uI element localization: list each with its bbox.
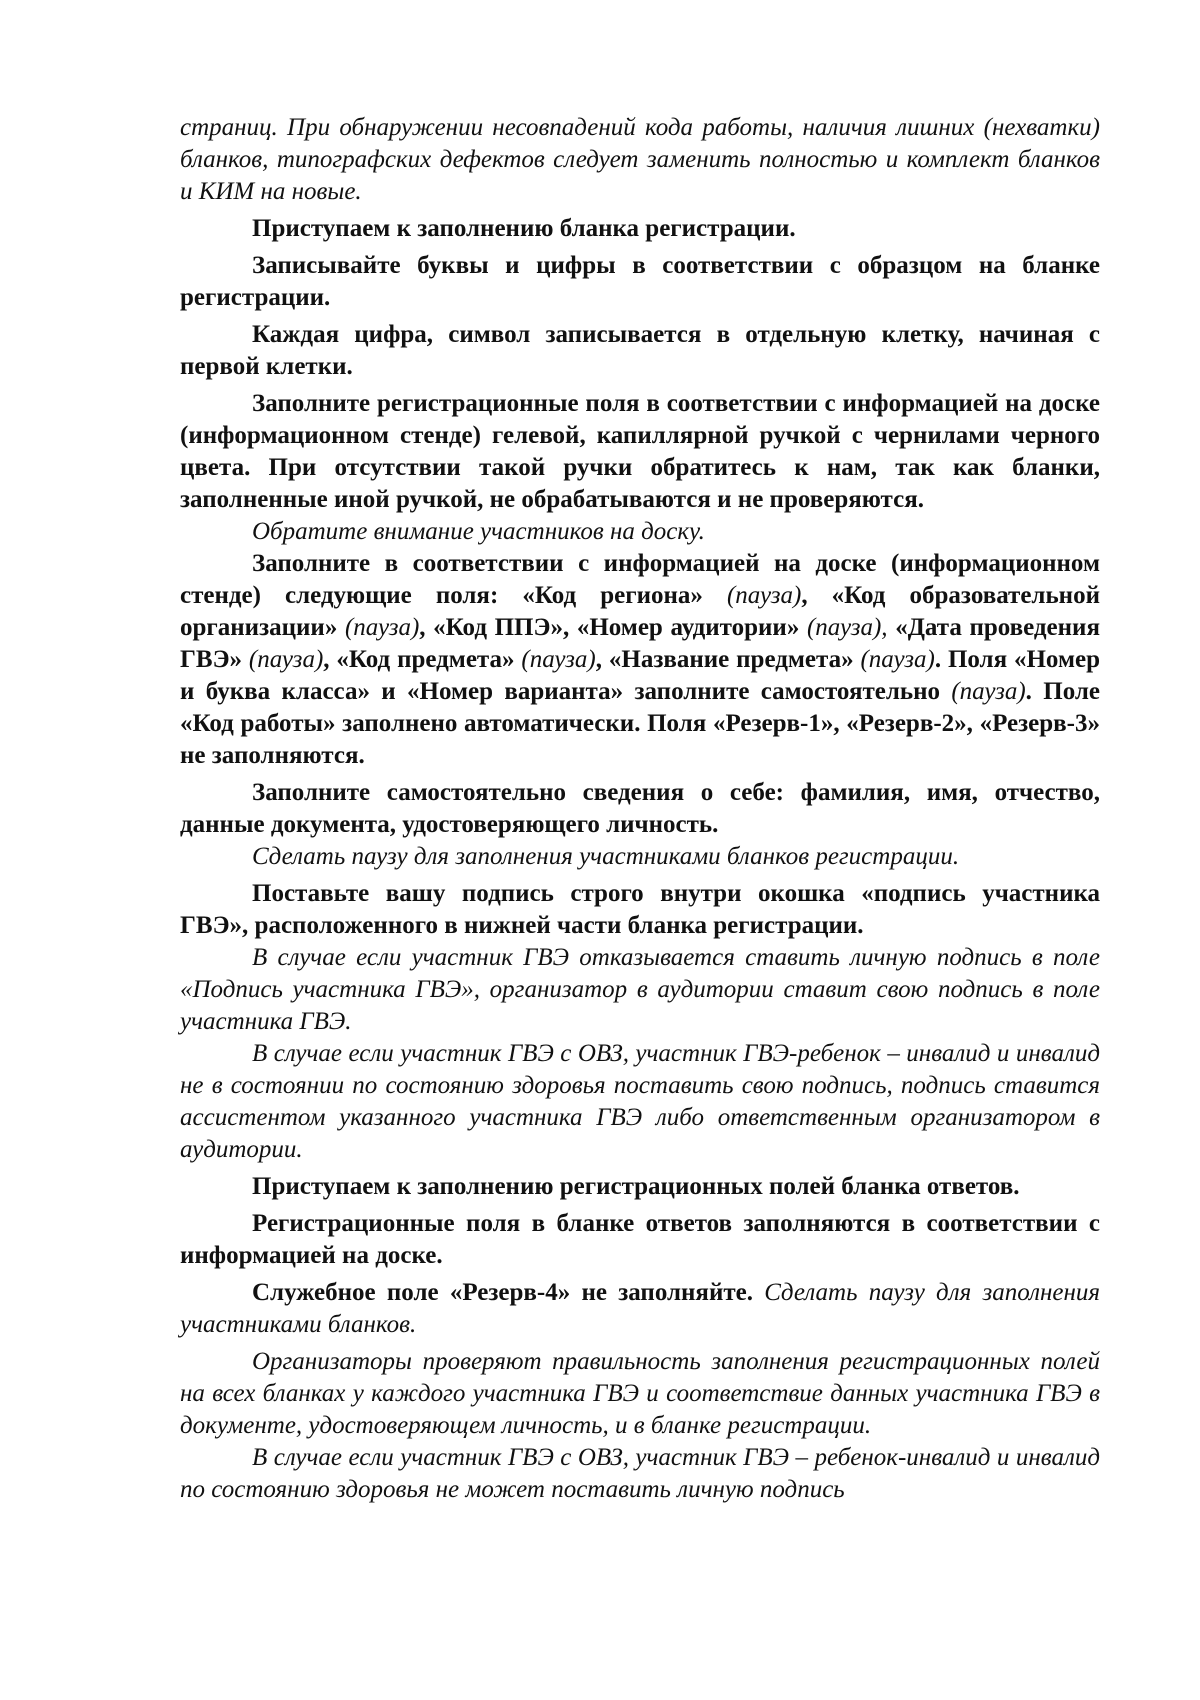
text-segment: Поставьте вашу подпись строго внутри окошка «подпись участника ГВЭ», расположенного в нижней части бланка регистрации.: [180, 880, 1100, 939]
text-segment: Заполните регистрационные поля в соответствии с информацией на доске (информационном стенде) гелевой, капиллярной ручкой с чернилами черного цвета. При отсутствии такой ручки обратитесь к нам, так как бланки, заполненные иной ручкой, не обрабатываются и не проверяются.: [180, 390, 1100, 513]
paragraph-4: [180, 319, 1100, 383]
paragraph-8: [180, 777, 1100, 841]
text-segment: (пауза),: [806, 614, 888, 641]
paragraph-9: [180, 841, 1100, 873]
text-segment: Обратите внимание участников на доску.: [252, 518, 705, 545]
text-segment: , «Код предмета»: [323, 646, 522, 673]
text-segment: Заполните в соответствии с информацией на доске (информационном стенде) следующие поля: «Код региона»: [180, 550, 1100, 609]
text-segment: Записывайте буквы и цифры в соответствии с образцом на бланке регистрации.: [180, 252, 1100, 311]
paragraph-17: [180, 1442, 1100, 1506]
paragraph-12: [180, 1038, 1100, 1166]
text-segment: Сделать паузу для заполнения участниками бланков.: [180, 1279, 1101, 1338]
text-segment: , «Код ППЭ», «Номер аудитории»: [419, 614, 807, 641]
text-segment: Организаторы проверяют правильность заполнения регистрационных полей на всех бланках у каждого участника ГВЭ и соответствие данных участника ГВЭ в документе, удостоверяющем личность, и в бланке регистрации.: [180, 1348, 1100, 1439]
text-segment: (пауза): [344, 614, 420, 641]
paragraph-3: [180, 250, 1100, 314]
text-segment: Служебное поле «Резерв-4» не заполняйте.: [252, 1279, 753, 1306]
paragraph-15: [180, 1277, 1100, 1341]
paragraph-16: [180, 1346, 1100, 1442]
text-segment: Сделать паузу для заполнения участниками бланков регистрации.: [252, 843, 960, 870]
text-segment: Приступаем к заполнению регистрационных полей бланка ответов.: [252, 1173, 1020, 1200]
paragraph-1: [180, 112, 1100, 208]
paragraph-7: [180, 548, 1100, 772]
text-segment: (пауза): [521, 646, 596, 673]
paragraph-10: [180, 878, 1100, 942]
text-segment: (пауза): [951, 678, 1026, 705]
text-segment: Регистрационные поля в бланке ответов заполняются в соответствии с информацией на доске.: [180, 1210, 1100, 1269]
text-segment: «Дата проведения ГВЭ»: [180, 614, 1100, 673]
text-segment: (пауза): [248, 646, 324, 673]
text-segment: , «Название предмета»: [595, 646, 861, 673]
text-segment: В случае если участник ГВЭ с ОВЗ, участник ГВЭ-ребенок – инвалид и инвалид не в состоянии по состоянию здоровья поставить свою подпись, подпись ставится ассистентом указанного участника ГВЭ либо ответственным организатором в аудитории.: [180, 1040, 1100, 1163]
text-segment: страниц. При обнаружении несовпадений кода работы, наличия лишних (нехватки) бланков, типографских дефектов следует заменить полностью и комплект бланков и КИМ на новые.: [180, 114, 1100, 205]
text-segment: Каждая цифра, символ записывается в отдельную клетку, начиная с первой клетки.: [180, 321, 1100, 380]
paragraph-11: [180, 942, 1100, 1038]
paragraph-5: [180, 388, 1100, 516]
text-segment: . Поле «Код работы» заполнено автоматически. Поля «Резерв-1», «Резерв-2», «Резерв-3» не заполняются.: [180, 678, 1100, 769]
text-segment: В случае если участник ГВЭ отказывается ставить личную подпись в поле «Подпись участника ГВЭ», организатор в аудитории ставит свою подпись в поле участника ГВЭ.: [180, 944, 1100, 1035]
paragraph-2: [180, 213, 1100, 245]
text-segment: В случае если участник ГВЭ с ОВЗ, участник ГВЭ – ребенок-инвалид и инвалид по состоянию здоровья не может поставить личную подпись: [180, 1444, 1100, 1503]
text-segment: , «Код образовательной организации»: [180, 582, 1100, 641]
text-segment: (пауза): [726, 582, 802, 609]
paragraph-6: [180, 516, 1100, 548]
paragraph-13: [180, 1171, 1100, 1203]
text-segment: (пауза): [860, 646, 935, 673]
text-segment: Заполните самостоятельно сведения о себе: фамилия, имя, отчество, данные документа, удостоверяющего личность.: [180, 779, 1100, 838]
text-segment: Приступаем к заполнению бланка регистрации.: [252, 215, 796, 242]
document-page: [180, 112, 1100, 1506]
paragraph-14: [180, 1208, 1100, 1272]
text-segment: . Поля «Номер и буква класса» и «Номер варианта» заполните самостоятельно: [180, 646, 1100, 705]
